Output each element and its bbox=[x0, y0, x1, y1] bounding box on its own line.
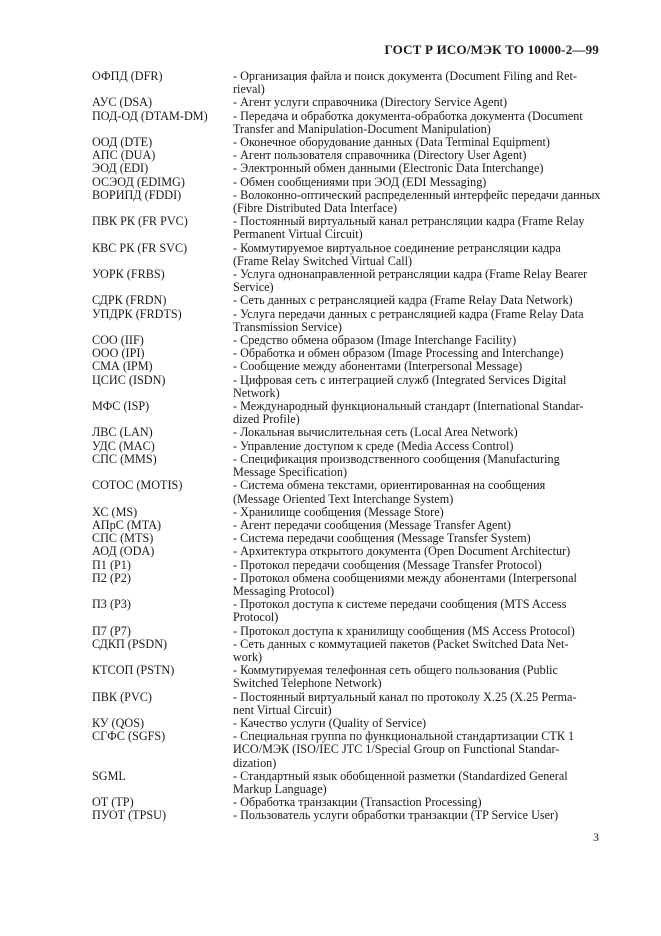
glossary-entry bbox=[92, 110, 604, 136]
dash-separator: - bbox=[233, 689, 238, 704]
definition-text: Система передачи сообщения (Message Transfer System) bbox=[240, 531, 531, 546]
dash-separator: - bbox=[233, 478, 238, 493]
definition-continuation: dization) bbox=[233, 755, 277, 770]
glossary-entry bbox=[92, 809, 604, 822]
definition-continuation: Service) bbox=[233, 280, 274, 295]
definition-text: Стандартный язык обобщенной разметки (Standardized General bbox=[240, 768, 568, 783]
definition-text: Обработка и обмен образом (Image Processing and Interchange) bbox=[240, 346, 564, 361]
entry-abbreviation: П2 (P2) bbox=[92, 570, 131, 585]
definition-text: Коммутируемое виртуальное соединение ретрансляции кадра bbox=[240, 240, 561, 255]
definition-continuation: Permanent Virtual Circuit) bbox=[233, 227, 363, 242]
dash-separator: - bbox=[233, 544, 238, 559]
entry-abbreviation: ПВК (PVC) bbox=[92, 689, 152, 704]
abbreviation-list bbox=[92, 70, 604, 823]
definition-continuation: Messaging Protocol) bbox=[233, 583, 335, 598]
entry-definition bbox=[233, 268, 604, 294]
dash-separator: - bbox=[233, 306, 238, 321]
dash-separator: - bbox=[233, 399, 238, 414]
entry-abbreviation: АПрС (MTA) bbox=[92, 517, 162, 532]
definition-text: Агент услуги справочника (Directory Service Agent) bbox=[240, 95, 508, 110]
glossary-entry bbox=[92, 189, 604, 215]
entry-abbreviation: СГФС (SGFS) bbox=[92, 729, 166, 744]
dash-separator: - bbox=[233, 808, 238, 823]
definition-text: Управление доступом к среде (Media Access Control) bbox=[240, 438, 514, 453]
dash-separator: - bbox=[233, 240, 238, 255]
entry-abbreviation: ПОД-ОД (DTAM-DM) bbox=[92, 108, 208, 123]
definition-text: Протокол доступа к системе передачи сообщения (MTS Access bbox=[240, 597, 567, 612]
definition-continuation: Network) bbox=[233, 385, 280, 400]
entry-abbreviation: ЦСИС (ISDN) bbox=[92, 372, 166, 387]
entry-abbreviation: КУ (QOS) bbox=[92, 715, 145, 730]
page-number: 3 bbox=[593, 830, 599, 844]
definition-continuation: Protocol) bbox=[233, 610, 279, 625]
entry-abbreviation: ПВК РК (FR PVC) bbox=[92, 214, 188, 229]
glossary-entry bbox=[92, 730, 604, 770]
entry-abbreviation: СОТОС (MOTIS) bbox=[92, 478, 183, 493]
entry-abbreviation: УДС (MAC) bbox=[92, 438, 155, 453]
glossary-entry bbox=[92, 215, 604, 241]
glossary-entry bbox=[92, 268, 604, 294]
entry-definition bbox=[233, 215, 604, 241]
dash-separator: - bbox=[233, 174, 238, 189]
dash-separator: - bbox=[233, 214, 238, 229]
entry-abbreviation: МФС (ISP) bbox=[92, 399, 150, 414]
entry-abbreviation: АПС (DUA) bbox=[92, 148, 156, 163]
dash-separator: - bbox=[233, 636, 238, 651]
definition-text: Архитектура открытого документа (Open Document Architectur) bbox=[240, 544, 571, 559]
dash-separator: - bbox=[233, 267, 238, 282]
dash-separator: - bbox=[233, 187, 238, 202]
definition-continuation: (Message Oriented Text Interchange System) bbox=[233, 491, 454, 506]
dash-separator: - bbox=[233, 438, 238, 453]
entry-abbreviation: КТСОП (PSTN) bbox=[92, 663, 175, 678]
dash-separator: - bbox=[233, 623, 238, 638]
dash-separator: - bbox=[233, 570, 238, 585]
entry-definition bbox=[233, 400, 604, 426]
page-header: ГОСТ Р ИСО/МЭК ТО 10000-2—99 bbox=[384, 42, 599, 57]
definition-text: Сообщение между абонентами (Interpersonal Message) bbox=[240, 359, 523, 374]
entry-abbreviation: П1 (P1) bbox=[92, 557, 131, 572]
entry-abbreviation: КВС РК (FR SVC) bbox=[92, 240, 188, 255]
dash-separator: - bbox=[233, 425, 238, 440]
dash-separator: - bbox=[233, 372, 238, 387]
entry-abbreviation: ОСЭОД (EDIMG) bbox=[92, 174, 185, 189]
definition-continuation: dized Profile) bbox=[233, 412, 300, 427]
definition-continuation: rieval) bbox=[233, 82, 265, 97]
definition-text: Постоянный виртуальный канал ретрансляции кадра (Frame Relay bbox=[240, 214, 585, 229]
definition-text: Организация файла и поиск документа (Document Filing and Ret- bbox=[240, 69, 578, 83]
definition-text: Протокол доступа к хранилищу сообщения (MS Access Protocol) bbox=[240, 623, 575, 638]
definition-text: Агент пользователя справочника (Directory User Agent) bbox=[240, 148, 527, 163]
dash-separator: - bbox=[233, 293, 238, 308]
definition-continuation: work) bbox=[233, 649, 263, 664]
entry-abbreviation: СПС (MMS) bbox=[92, 451, 157, 466]
dash-separator: - bbox=[233, 108, 238, 123]
dash-separator: - bbox=[233, 597, 238, 612]
entry-abbreviation: ХС (MS) bbox=[92, 504, 138, 519]
dash-separator: - bbox=[233, 359, 238, 374]
entry-abbreviation: СПС (MTS) bbox=[92, 531, 154, 546]
definition-text: Обмен сообщениями при ЭОД (EDI Messaging) bbox=[240, 174, 487, 189]
entry-definition bbox=[233, 572, 604, 598]
dash-separator: - bbox=[233, 715, 238, 730]
dash-separator: - bbox=[233, 148, 238, 163]
definition-continuation: Transfer and Manipulation-Document Manipulation) bbox=[233, 121, 491, 136]
definition-text: Коммутируемая телефонная сеть общего пользования (Public bbox=[240, 663, 558, 678]
definition-text: Международный функциональный стандарт (International Standar- bbox=[240, 399, 584, 414]
entry-abbreviation: СДКП (PSDN) bbox=[92, 636, 168, 651]
entry-definition bbox=[233, 308, 604, 334]
entry-abbreviation: СОО (IIF) bbox=[92, 333, 144, 348]
definition-continuation: Transmission Service) bbox=[233, 319, 342, 334]
entry-abbreviation: ОФПД (DFR) bbox=[92, 69, 163, 83]
glossary-entry bbox=[92, 664, 604, 690]
entry-definition bbox=[233, 189, 604, 215]
glossary-entry bbox=[92, 70, 604, 96]
entry-abbreviation: ОТ (TP) bbox=[92, 795, 134, 810]
glossary-entry bbox=[92, 598, 604, 624]
definition-text: Протокол передачи сообщения (Message Transfer Protocol) bbox=[240, 557, 542, 572]
entry-definition bbox=[233, 638, 604, 664]
dash-separator: - bbox=[233, 451, 238, 466]
glossary-entry bbox=[92, 691, 604, 717]
entry-abbreviation: SGML bbox=[92, 768, 126, 783]
definition-continuation: nent Virtual Circuit) bbox=[233, 702, 332, 717]
definition-text: Система обмена текстами, ориентированная на сообщения bbox=[240, 478, 546, 493]
definition-text: Оконечное оборудование данных (Data Terminal Equipment) bbox=[240, 135, 550, 150]
definition-text: Электронный обмен данными (Electronic Data Interchange) bbox=[240, 161, 544, 176]
definition-text: Постоянный виртуальный канал по протоколу X.25 (X.25 Perma- bbox=[240, 689, 577, 704]
definition-text: Спецификация производственного сообщения (Manufacturing bbox=[240, 451, 560, 466]
entry-definition bbox=[233, 598, 604, 624]
definition-text: Пользователь услуги обработки транзакции (TP Service User) bbox=[240, 808, 559, 823]
definition-continuation: (Frame Relay Switched Virtual Call) bbox=[233, 253, 413, 268]
dash-separator: - bbox=[233, 795, 238, 810]
definition-text: Обработка транзакции (Transaction Processing) bbox=[240, 795, 482, 810]
entry-abbreviation: ВОРИПД (FDDI) bbox=[92, 187, 182, 202]
entry-definition bbox=[233, 70, 604, 96]
dash-separator: - bbox=[233, 333, 238, 348]
entry-abbreviation: АУС (DSA) bbox=[92, 95, 153, 110]
definition-text: Цифровая сеть с интеграцией служб (Integrated Services Digital bbox=[240, 372, 567, 387]
definition-text: Локальная вычислительная сеть (Local Area Network) bbox=[240, 425, 518, 440]
definition-text: Волоконно-оптический распределенный интерфейс передачи данных bbox=[240, 187, 601, 202]
glossary-entry bbox=[92, 638, 604, 664]
definition-text: Сеть данных с ретрансляцией кадра (Frame Relay Data Network) bbox=[240, 293, 573, 308]
glossary-entry bbox=[92, 308, 604, 334]
entry-definition bbox=[233, 242, 604, 268]
definition-text: Агент передачи сообщения (Message Transfer Agent) bbox=[240, 517, 511, 532]
dash-separator: - bbox=[233, 517, 238, 532]
definition-continuation: (Fibre Distributed Data Interface) bbox=[233, 201, 398, 216]
entry-definition bbox=[233, 809, 604, 822]
glossary-entry bbox=[92, 770, 604, 796]
entry-definition bbox=[233, 770, 604, 796]
definition-text: Сеть данных с коммутацией пакетов (Packet Switched Data Net- bbox=[240, 636, 569, 651]
glossary-entry bbox=[92, 374, 604, 400]
definition-text: Протокол обмена сообщениями между абонентами (Interpersonal bbox=[240, 570, 577, 585]
dash-separator: - bbox=[233, 663, 238, 678]
entry-definition bbox=[233, 453, 604, 479]
entry-abbreviation: СМА (IPM) bbox=[92, 359, 153, 374]
glossary-entry bbox=[92, 453, 604, 479]
definition-text: Передача и обработка документа-обработка документа (Document bbox=[240, 108, 583, 123]
entry-definition bbox=[233, 664, 604, 690]
dash-separator: - bbox=[233, 161, 238, 176]
definition-text: Хранилище сообщения (Message Store) bbox=[240, 504, 444, 519]
glossary-entry bbox=[92, 479, 604, 505]
entry-abbreviation: ПУОТ (TPSU) bbox=[92, 808, 167, 823]
dash-separator: - bbox=[233, 95, 238, 110]
definition-continuation: Message Specification) bbox=[233, 465, 348, 480]
glossary-entry bbox=[92, 400, 604, 426]
entry-abbreviation: ЭОД (EDI) bbox=[92, 161, 149, 176]
entry-abbreviation: ООО (IPI) bbox=[92, 346, 145, 361]
definition-continuation: ИСО/МЭК (ISO/IEC JTC 1/Special Group on Functional Standar- bbox=[233, 742, 560, 757]
entry-abbreviation: П7 (P7) bbox=[92, 623, 131, 638]
definition-text: Услуга передачи данных с ретрансляцией кадра (Frame Relay Data bbox=[240, 306, 584, 321]
entry-abbreviation: ООД (DTE) bbox=[92, 135, 153, 150]
entry-definition bbox=[233, 374, 604, 400]
entry-abbreviation: УПДРК (FRDTS) bbox=[92, 306, 182, 321]
dash-separator: - bbox=[233, 346, 238, 361]
glossary-entry bbox=[92, 572, 604, 598]
entry-abbreviation: П3 (P3) bbox=[92, 597, 131, 612]
definition-text: Качество услуги (Quality of Service) bbox=[240, 715, 427, 730]
definition-text: Средство обмена образом (Image Interchange Facility) bbox=[240, 333, 517, 348]
dash-separator: - bbox=[233, 768, 238, 783]
definition-continuation: Switched Telephone Network) bbox=[233, 676, 382, 691]
dash-separator: - bbox=[233, 504, 238, 519]
entry-definition bbox=[233, 691, 604, 717]
dash-separator: - bbox=[233, 135, 238, 150]
entry-abbreviation: АОД (ODA) bbox=[92, 544, 155, 559]
dash-separator: - bbox=[233, 69, 238, 83]
entry-definition bbox=[233, 730, 604, 770]
dash-separator: - bbox=[233, 531, 238, 546]
entry-definition bbox=[233, 110, 604, 136]
definition-continuation: Markup Language) bbox=[233, 781, 327, 796]
entry-abbreviation: УОРК (FRBS) bbox=[92, 267, 165, 282]
entry-abbreviation: ЛВС (LAN) bbox=[92, 425, 153, 440]
entry-abbreviation: СДРК (FRDN) bbox=[92, 293, 167, 308]
definition-text: Услуга однонаправленной ретрансляции кадра (Frame Relay Bearer bbox=[240, 267, 588, 282]
glossary-entry bbox=[92, 242, 604, 268]
dash-separator: - bbox=[233, 557, 238, 572]
entry-definition bbox=[233, 479, 604, 505]
dash-separator: - bbox=[233, 729, 238, 744]
definition-text: Специальная группа по функциональной стандартизации СТК 1 bbox=[240, 729, 575, 744]
